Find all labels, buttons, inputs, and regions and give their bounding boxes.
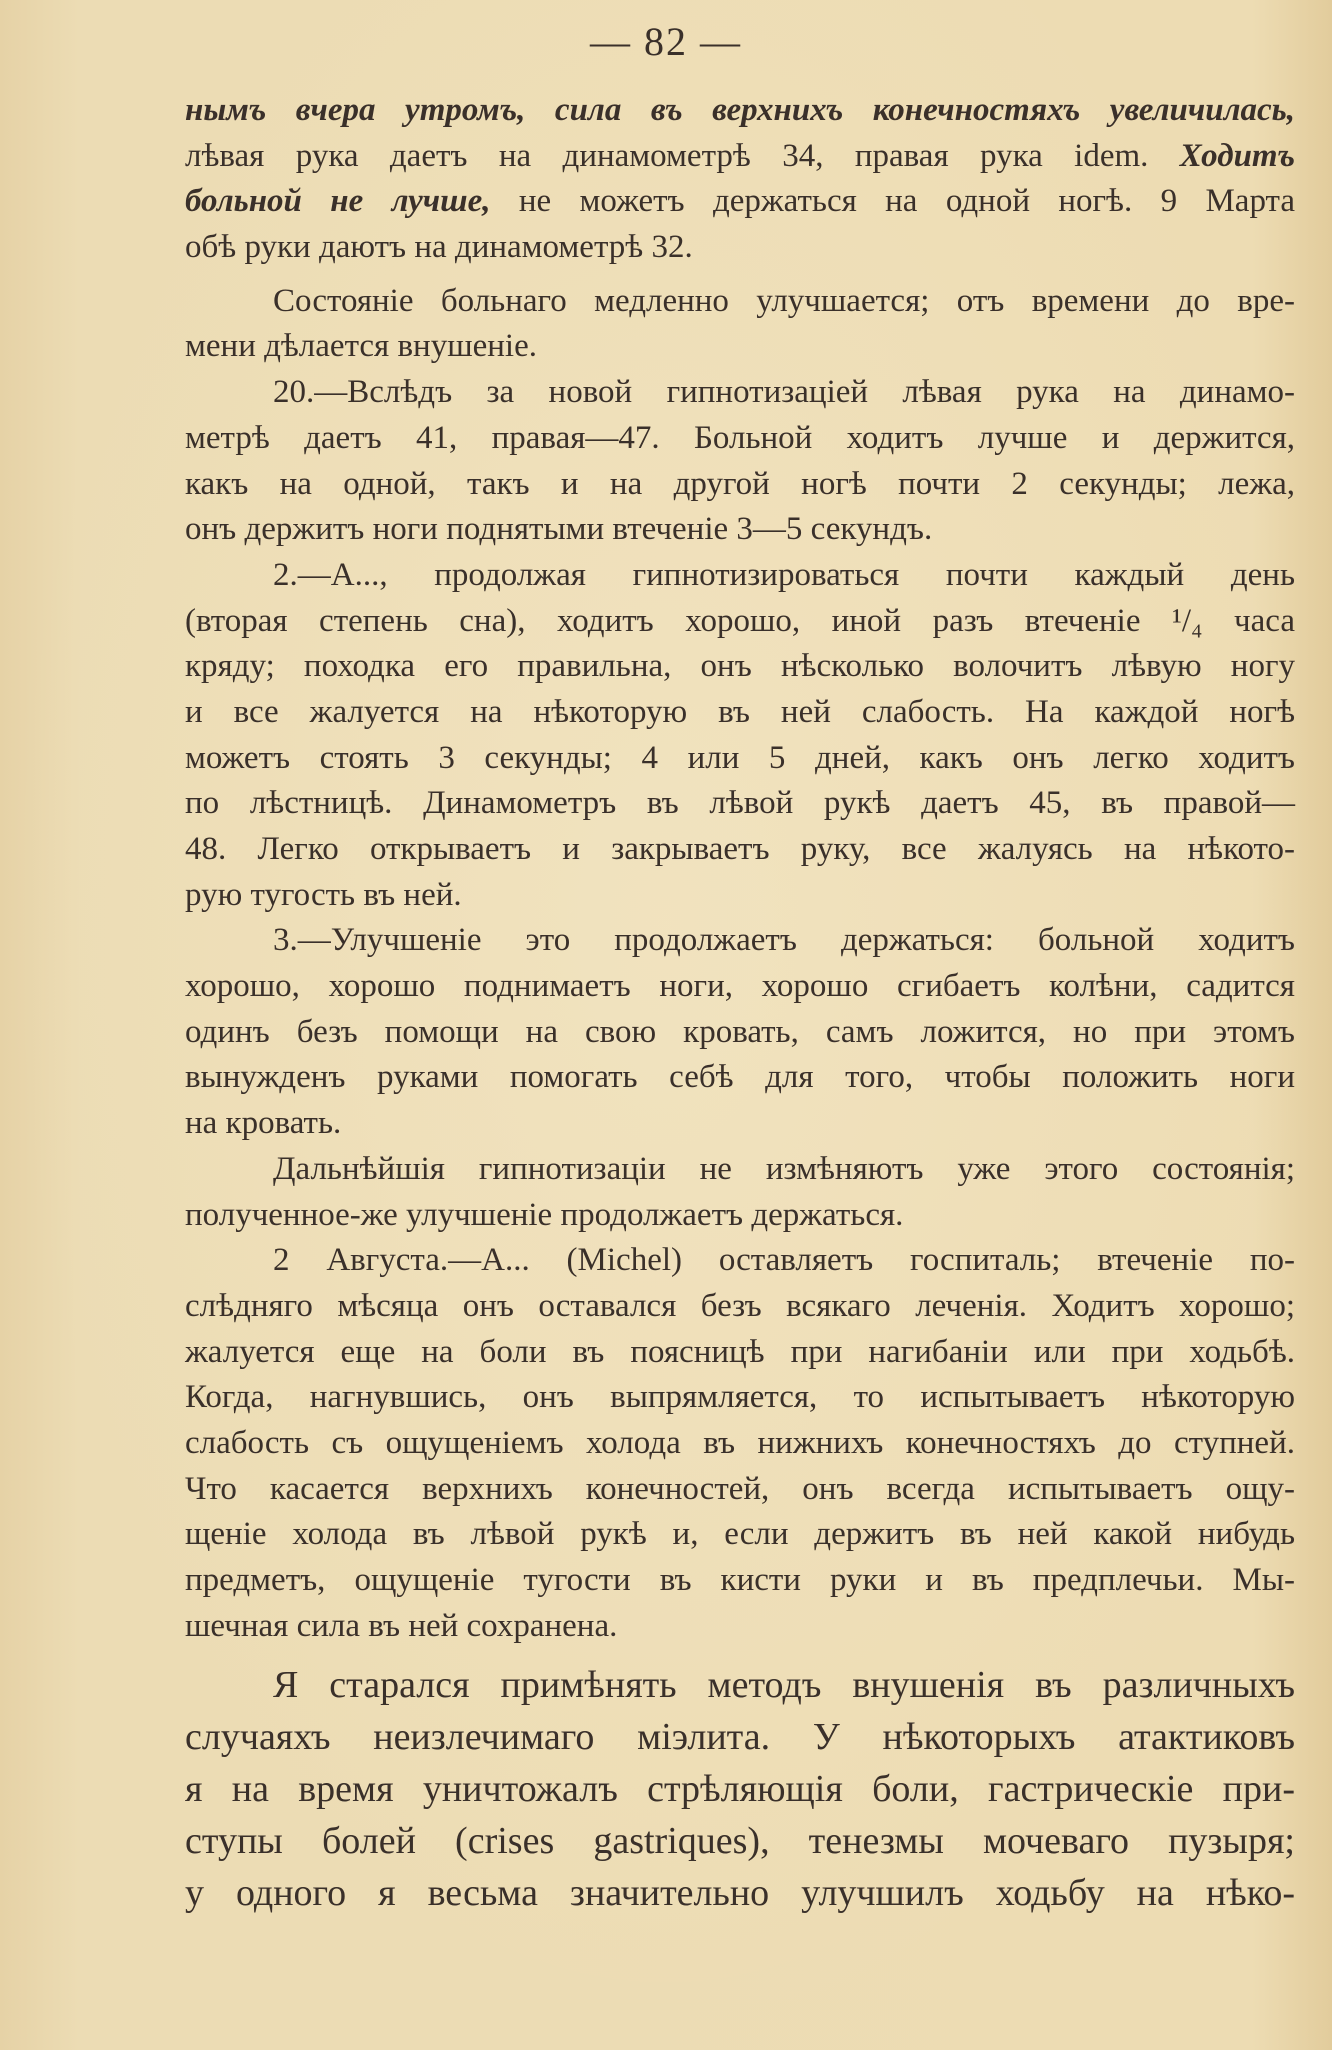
text-line: Состояніе больнаго медленно улучшается; отъ времени до вре- (273, 282, 1295, 319)
text-line: 2.—А..., продолжая гипнотизироваться почти каждый день (273, 556, 1295, 593)
text-line: кряду; походка его правильна, онъ нѣсколько волочитъ лѣвую ногу (185, 648, 1295, 685)
text-line: у одного я весьма значительно улучшилъ ходьбу на нѣко- (185, 1872, 1295, 1915)
text-line: Что касается верхнихъ конечностей, онъ всегда испытываетъ ощу- (185, 1470, 1295, 1507)
text-line: на кровать. (185, 1105, 342, 1142)
text-line (185, 134, 1295, 180)
text-line: рую тугость въ ней. (185, 876, 462, 913)
text-line: жалуется еще на боли въ поясницѣ при нагибаніи или при ходьбѣ. (185, 1333, 1295, 1370)
text-line: вынужденъ руками помогать себѣ для того, чтобы положить ноги (185, 1059, 1295, 1096)
text-line: какъ на одной, такъ и на другой ногѣ почти 2 секунды; лежа, (185, 465, 1295, 502)
text-line: щеніе холода въ лѣвой рукѣ и, если держитъ въ ней какой нибудь (185, 1516, 1295, 1553)
text-line: хорошо, хорошо поднимаетъ ноги, хорошо сгибаетъ колѣни, садится (185, 968, 1295, 1005)
text-line: я на время уничтожалъ стрѣляющія боли, гастрическіе при- (185, 1768, 1295, 1811)
text-line (185, 88, 1295, 134)
text-line: ступы болей (crises gastriques), тенезмы мочеваго пузыря; (185, 1820, 1295, 1863)
text-line (185, 179, 1295, 225)
line-text: лѣвая рука даетъ на динамометрѣ 34, правая рука idem. (185, 137, 1149, 174)
text-line: предметъ, ощущеніе тугости въ кисти руки и въ предплечьи. Мы- (185, 1562, 1295, 1598)
text-line: одинъ безъ помощи на свою кровать, самъ ложится, но при этомъ (185, 1013, 1295, 1050)
text-line: метрѣ даетъ 41, правая—47. Больной ходитъ лучше и держится, (185, 419, 1295, 456)
text-line: 20.—Вслѣдъ за новой гипнотизацiей лѣвая рука на динамо- (273, 374, 1295, 411)
italic-phrase: нымъ вчера утромъ, сила въ верхнихъ конечностяхъ увеличилась, (185, 92, 1295, 128)
text-line: 2 Августа.—А... (Michel) оставляетъ госпиталь; втеченіе по- (273, 1242, 1295, 1279)
text-line: мени дѣлается внушеніе. (185, 328, 537, 365)
text-line: 48. Легко открываетъ и закрываетъ руку, все жалуясь на нѣкото- (185, 831, 1295, 867)
text-line: обѣ руки даютъ на динамометрѣ 32. (185, 229, 693, 266)
italic-phrase: Ходитъ (1179, 137, 1295, 174)
text-line: слѣдняго мѣсяца онъ оставался безъ всякаго леченія. Ходитъ хорошо; (185, 1287, 1295, 1324)
text-line: онъ держитъ ноги поднятыми втеченіе 3—5 секундъ. (185, 511, 933, 548)
body-text (185, 88, 1295, 1919)
italic-phrase: больной не лучше, (185, 183, 491, 220)
text-line: (вторая степень сна), ходитъ хорошо, иной разъ втеченіе ¹/₄ часа (185, 602, 1295, 639)
page-number: — 82 — (590, 19, 742, 64)
text-line: по лѣстницѣ. Динамометръ въ лѣвой рукѣ даетъ 45, въ правой— (185, 785, 1295, 822)
text-line: шечная сила въ ней сохранена. (185, 1607, 618, 1644)
text-line: можетъ стоять 3 секунды; 4 или 5 дней, какъ онъ легко ходитъ (185, 739, 1295, 776)
text-line: и все жалуется на нѣкоторую въ ней слабость. На каждой ногѣ (185, 693, 1295, 730)
text-line: 3.—Улучшеніе это продолжаетъ держаться: больной ходитъ (273, 922, 1295, 959)
closing-paragraph (185, 1659, 1295, 1919)
text-line: полученное-же улучшеніе продолжаетъ держаться. (185, 1196, 904, 1233)
text-line: Дальнѣйшія гипнотизаціи не измѣняютъ уже этого состоянія; (273, 1150, 1295, 1187)
line-text: не можетъ держаться на одной ногѣ. 9 Марта (518, 183, 1295, 220)
text-line: Я старался примѣнять методъ внушенія въ различныхъ (273, 1664, 1295, 1707)
text-line: Когда, нагнувшись, онъ выпрямляется, то испытываетъ нѣкоторую (185, 1379, 1295, 1416)
text-line: случаяхъ неизлечимаго міэлита. У нѣкоторыхъ атактиковъ (185, 1716, 1295, 1759)
text-line: слабость съ ощущеніемъ холода въ нижнихъ конечностяхъ до ступней. (185, 1424, 1295, 1461)
